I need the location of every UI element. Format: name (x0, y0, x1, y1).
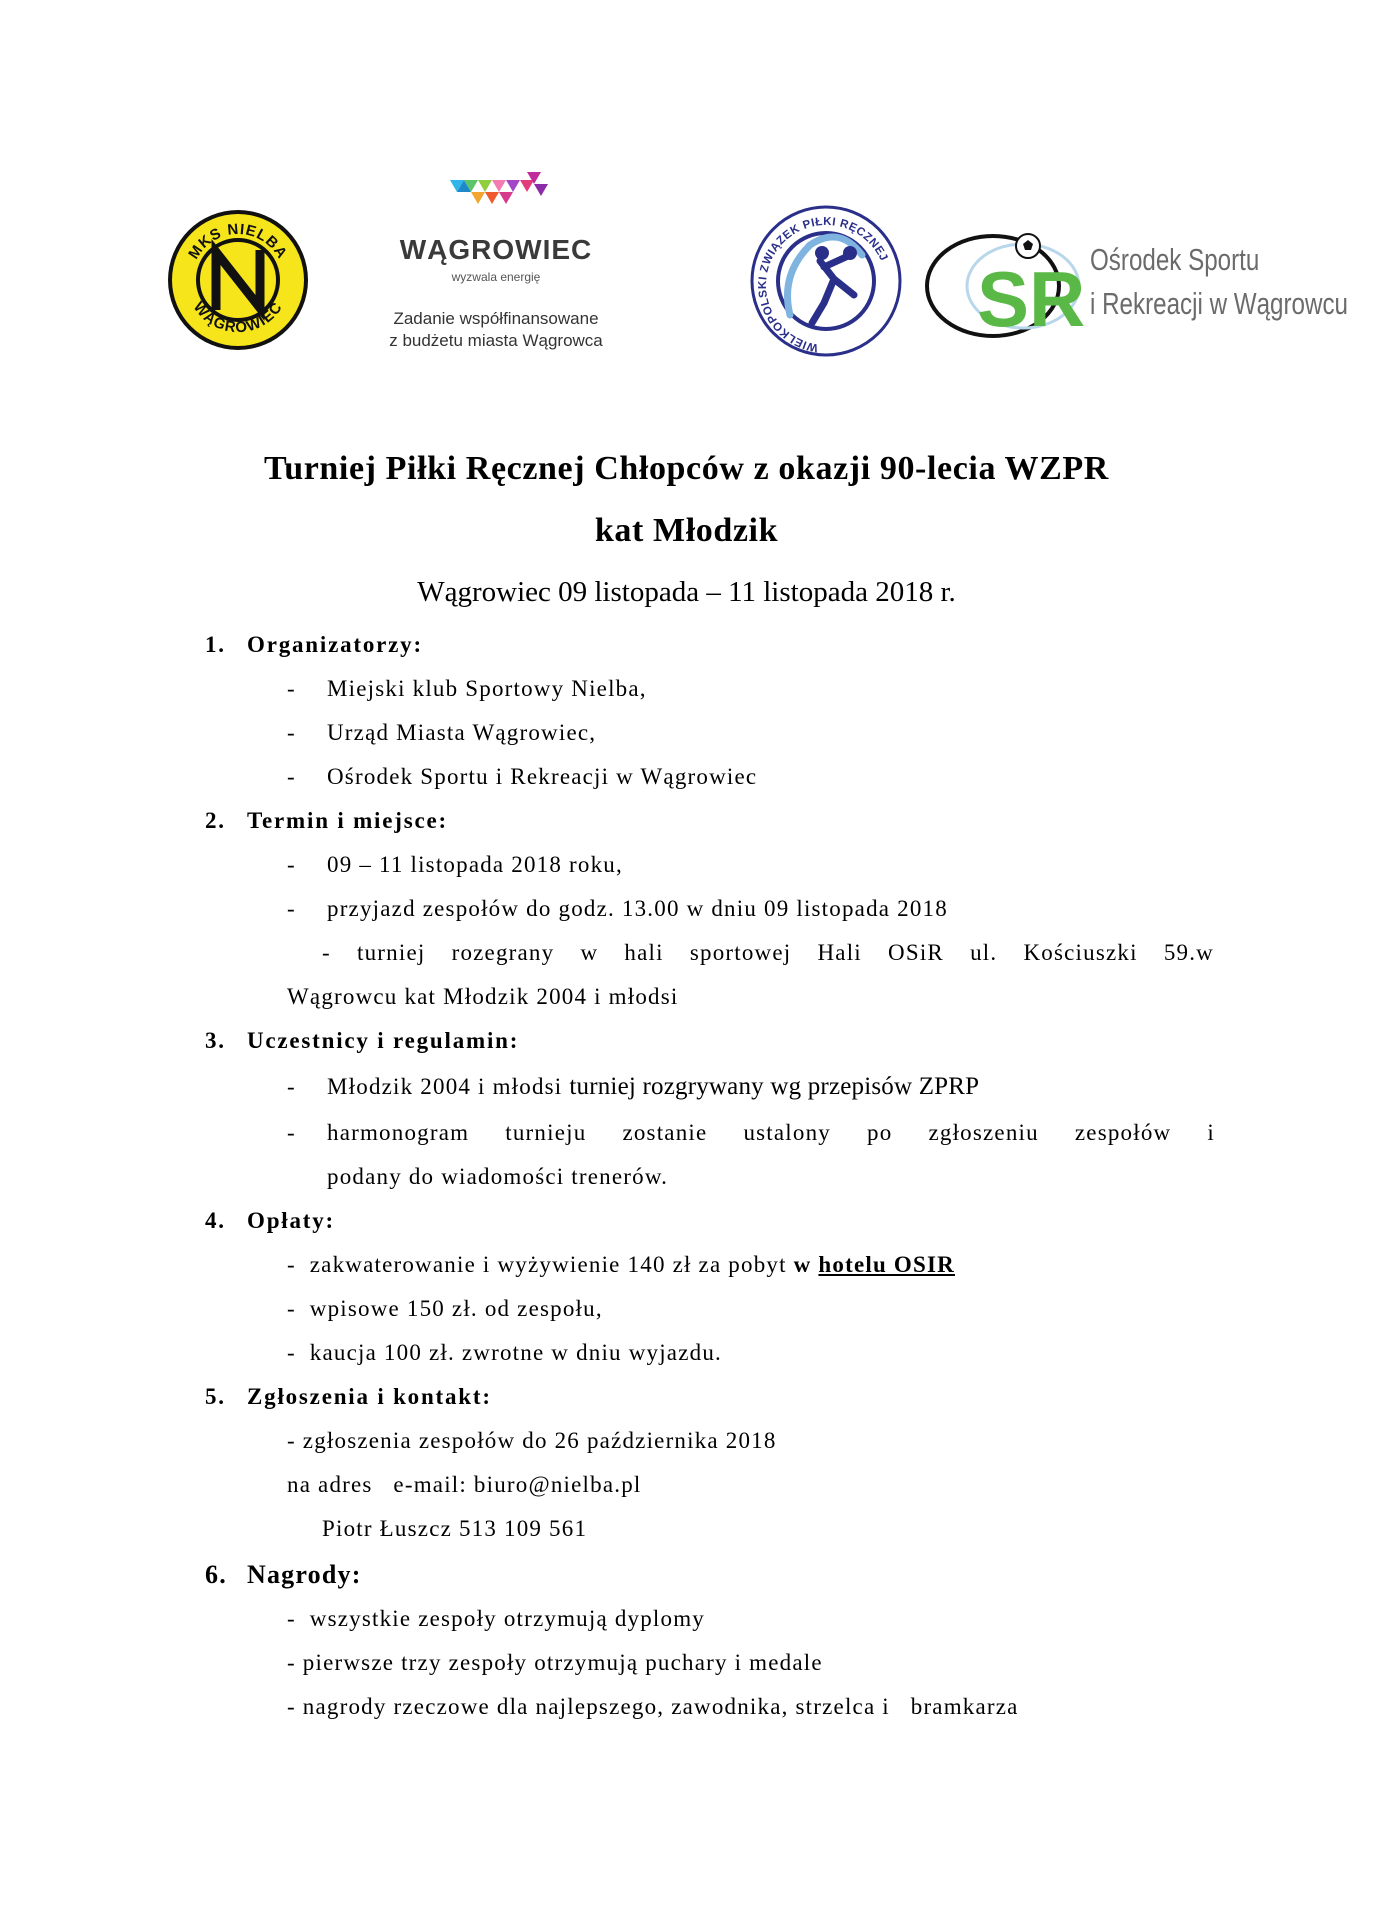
venue-line-continued: Wągrowcu kat Młodzik 2004 i młodsi (287, 984, 679, 1009)
section-number: 3. (205, 1028, 226, 1053)
document-title: Turniej Piłki Ręcznej Chłopców z okazji 90-lecia WZPR (264, 450, 1109, 487)
nielba-logo (166, 208, 310, 352)
cofinance-line-2: z budżetu miasta Wągrowca (389, 331, 603, 350)
section-title: Opłaty: (247, 1208, 335, 1233)
list-item: - nagrody rzeczowe dla najlepszego, zawodnika, strzelca i bramkarza (287, 1694, 1019, 1719)
document-category: kat Młodzik (594, 512, 779, 549)
list-item: - zakwaterowanie i wyżywienie 140 zł za pobyt w hotelu OSIR (287, 1252, 955, 1277)
list-item: - 09 – 11 listopada 2018 roku, (287, 852, 623, 877)
section-number: 5. (205, 1384, 226, 1409)
hotel-osir-link[interactable]: hotelu OSIR (818, 1252, 955, 1277)
list-item: - Ośrodek Sportu i Rekreacji w Wągrowiec (287, 764, 758, 789)
list-item: - Miejski klub Sportowy Nielba, (287, 676, 647, 701)
osir-letters: SR (977, 255, 1085, 340)
section-title: Organizatorzy: (247, 632, 423, 657)
section-number: 1. (205, 632, 226, 657)
wzpr-logo (750, 205, 902, 357)
list-item: - przyjazd zespołów do godz. 13.00 w dniu 09 listopada 2018 (287, 896, 948, 921)
list-item: - pierwsze trzy zespoły otrzymują puchary i medale (287, 1650, 823, 1675)
list-item-text: harmonogram turnieju zostanie ustalony po zgłoszeniu zespołów i (327, 1120, 1215, 1145)
section-title: Uczestnicy i regulamin: (247, 1028, 520, 1053)
section-number: 6. (205, 1560, 227, 1589)
wagrowiec-tagline: wyzwala energię (451, 270, 541, 284)
osir-name (1090, 238, 1348, 326)
section-prizes-heading (205, 1560, 362, 1590)
contact-person: Piotr Łuszcz 513 109 561 (322, 1516, 588, 1541)
list-item: - Urząd Miasta Wągrowiec, (287, 720, 597, 745)
cofinance-note (365, 308, 627, 352)
section-fees-heading (205, 1208, 335, 1234)
wagrowiec-logo (365, 172, 627, 362)
section-number: 2. (205, 808, 226, 833)
wagrowiec-energy-mark-icon (450, 172, 550, 218)
section-number: 4. (205, 1208, 226, 1233)
logo-row (0, 0, 1373, 380)
document-dates: Wągrowiec 09 listopada – 11 listopada 2018 r. (417, 576, 956, 608)
contact-email: na adres e-mail: biuro@nielba.pl (287, 1472, 642, 1497)
osir-name-line-1: Ośrodek Sportu (1090, 242, 1260, 277)
section-schedule-heading (205, 808, 448, 834)
osir-logo (925, 230, 1348, 340)
wzpr-ring-text: WIELKOPOLSKI ZWIĄZEK PIŁKI RĘCZNEJ (757, 215, 890, 354)
section-organizers-heading (205, 632, 423, 658)
section-title: Zgłoszenia i kontakt: (247, 1384, 492, 1409)
registration-deadline: - zgłoszenia zespołów do 26 października 2018 (287, 1428, 777, 1453)
section-registration-heading (205, 1384, 492, 1410)
section-participants-heading (205, 1028, 519, 1054)
list-item-text-continued: podany do wiadomości trenerów. (327, 1164, 669, 1189)
list-item: - wszystkie zespoły otrzymują dyplomy (287, 1606, 706, 1631)
list-item: - wpisowe 150 zł. od zespołu, (287, 1296, 603, 1321)
wzpr-badge-icon (750, 205, 902, 357)
list-item: - (287, 1120, 296, 1145)
nielba-top-text: MKS NIELBA (185, 220, 291, 263)
list-item: - kaucja 100 zł. zwrotne w dniu wyjazdu. (287, 1340, 722, 1365)
nielba-bottom-text: WĄGROWIEC (189, 298, 287, 337)
nielba-badge-icon (166, 208, 310, 352)
section-title: Termin i miejsce: (247, 808, 448, 833)
cofinance-line-1: Zadanie współfinansowane (393, 309, 599, 328)
section-title: Nagrody: (247, 1560, 362, 1589)
venue-line: - turniej rozegrany w hali sportowej Hali OSiR ul. Kościuszki 59.w (322, 940, 1214, 965)
osir-mark-icon (925, 230, 1085, 340)
list-item: - Młodzik 2004 i młodsi turniej rozgrywany wg przepisów ZPRP (287, 1073, 980, 1100)
osir-name-line-2: i Rekreacji w Wągrowcu (1090, 286, 1348, 321)
wagrowiec-name: WĄGROWIEC (399, 234, 593, 265)
